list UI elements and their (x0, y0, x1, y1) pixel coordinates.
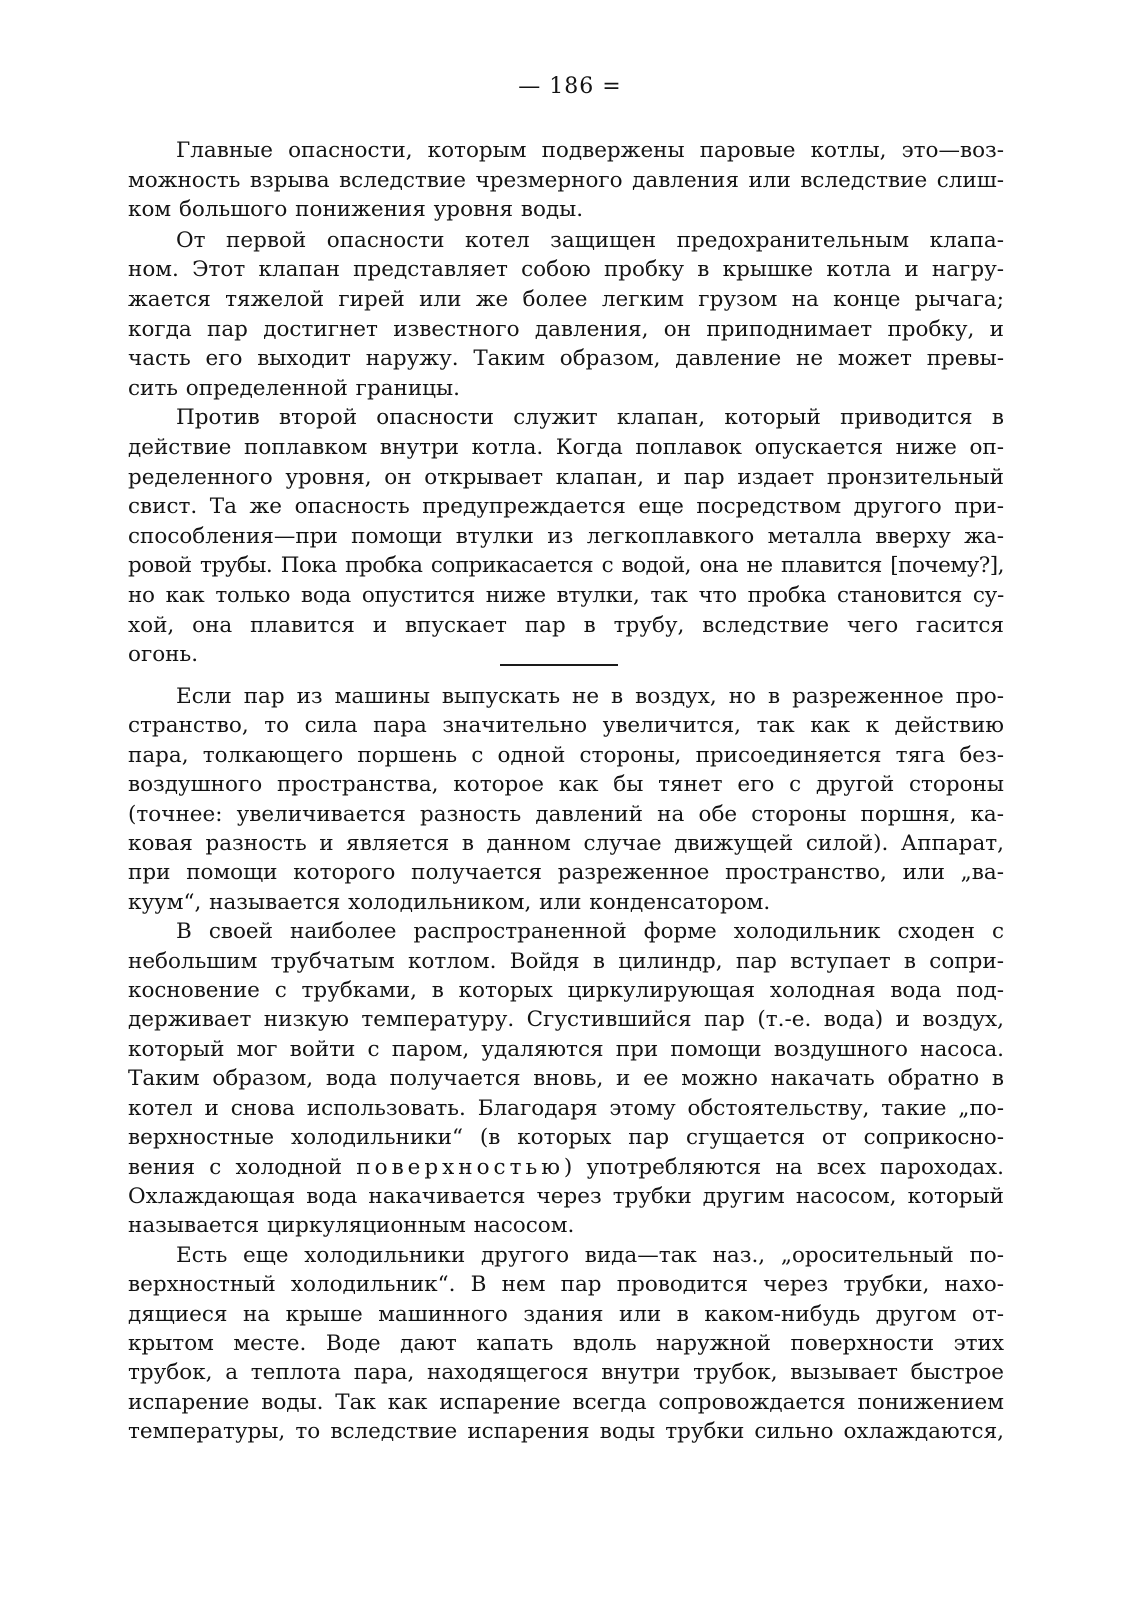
text-line-with-emphasis (128, 1153, 1004, 1182)
text-line: верхностный холодильник“. В нем пар проводится через трубки, нахо- (128, 1272, 1004, 1298)
text-line: В своей наиболее распространенной форме холодильник сходен с (176, 919, 1004, 945)
text-line: но как только вода опустится ниже втулки, так что пробка становится су- (128, 582, 1004, 608)
text-line: свист. Та же опасность предупреждается еще посредством другого при- (128, 494, 1004, 520)
text-line: часть его выходит наружу. Таким образом, давление не может превы- (128, 346, 1004, 372)
text-fragment: ) употребляются на всех пароходах. (563, 1154, 1004, 1180)
text-line: действие поплавком внутри котла. Когда поплавок опускается ниже оп- (128, 434, 1004, 460)
text-line: ределенного уровня, он открывает клапан, и пар издает пронзительный (128, 464, 1004, 490)
text-line: Есть еще холодильники другого вида—так наз., „оросительный по- (176, 1242, 1004, 1268)
section-boiler-dangers (128, 136, 1004, 670)
text-line: воздушного пространства, которое как бы тянет его с другой стороны (128, 772, 1004, 798)
text-line: который мог войти с паром, удаляются при помощи воздушного насоса. (128, 1036, 1004, 1062)
text-line: странство, то сила пара значительно увеличится, так как к действию (128, 713, 1004, 739)
text-line: небольшим трубчатым котлом. Войдя в цилиндр, пар вступает в сопри- (128, 948, 1004, 974)
text-line: крытом месте. Воде дают капать вдоль наружной поверхности этих (128, 1330, 1004, 1356)
text-line: способления—при помощи втулки из легкоплавкого металла вверху жа- (128, 523, 1004, 549)
text-line: (точнее: увеличивается разность давлений на обе стороны поршня, ка- (128, 801, 1004, 827)
text-line: ном. Этот клапан представляет собою пробку в крышке котла и нагру- (128, 257, 1004, 283)
text-line: сить определенной границы. (128, 375, 460, 401)
text-line: огонь. (128, 642, 199, 668)
text-line: Таким образом, вода получается вновь, и ее можно накачать обратно в (128, 1066, 1004, 1092)
text-line: температуры, то вследствие испарения воды трубки сильно охлаждаются, (128, 1419, 1004, 1445)
page-number: — 186 = (518, 74, 622, 99)
paragraph (128, 917, 1004, 1240)
text-line: держивает низкую температуру. Сгустившийся пар (т.-е. вода) и воздух, (128, 1007, 1004, 1033)
text-line: пара, толкающего поршень с одной стороны, присоединяется тяга без- (128, 742, 1004, 768)
text-line: Охлаждающая вода накачивается через трубки другим насосом, который (128, 1183, 1004, 1209)
paragraph (128, 1241, 1004, 1447)
text-line: можность взрыва вследствие чрезмерного давления или вследствие слиш- (128, 167, 1004, 193)
text-line: ковая разность и является в данном случае движущей силой). Аппарат, (128, 831, 1004, 857)
text-line: называется циркуляционным насосом. (128, 1213, 575, 1239)
text-line: испарение воды. Так как испарение всегда сопровождается понижением (128, 1389, 1004, 1415)
paragraph (128, 136, 1004, 225)
paragraph (128, 403, 1004, 669)
emphasized-word: поверхностью (356, 1154, 564, 1180)
paragraph (128, 226, 1004, 404)
section-divider (500, 664, 618, 666)
text-line: котел и снова использовать. Благодаря этому обстоятельству, такие „по- (128, 1095, 1004, 1121)
text-line: при помощи которого получается разреженное пространство, или „ва- (128, 860, 1004, 886)
text-line: верхностные холодильники“ (в которых пар сгущается от соприкосно- (128, 1125, 1004, 1151)
text-line: куум“, называется холодильником, или конденсатором. (128, 889, 771, 915)
text-line: ровой трубы. Пока пробка соприкасается с водой, она не плавится [почему?], (128, 553, 1004, 579)
text-line: Если пар из машины выпускать не в воздух, но в разреженное про- (176, 684, 1004, 709)
text-line: жается тяжелой гирей или же более легким грузом на конце рычага; (128, 286, 1004, 312)
text-line: трубок, а теплота пара, находящегося внутри трубок, вызывает быстрое (128, 1360, 1004, 1386)
text-fragment: вения с холодной (128, 1154, 357, 1180)
text-line: ком большого понижения уровня воды. (128, 197, 584, 223)
text-line: хой, она плавится и впускает пар в трубу, вследствие чего гасится (128, 612, 1004, 638)
text-line: От первой опасности котел защищен предохранительным клапа- (176, 227, 1004, 253)
text-line: Против второй опасности служит клапан, который приводится в (176, 405, 1004, 431)
text-line: когда пар достигнет известного давления, он приподнимает пробку, и (128, 316, 1004, 342)
text-line: Главные опасности, которым подвержены паровые котлы, это—воз- (176, 138, 1004, 163)
text-line: дящиеся на крыше машинного здания или в каком-нибудь другом от- (128, 1301, 1004, 1327)
paragraph (128, 682, 1004, 917)
text-line: косновение с трубками, в которых циркулирующая холодная вода под- (128, 978, 1004, 1004)
section-condenser (128, 682, 1004, 1447)
